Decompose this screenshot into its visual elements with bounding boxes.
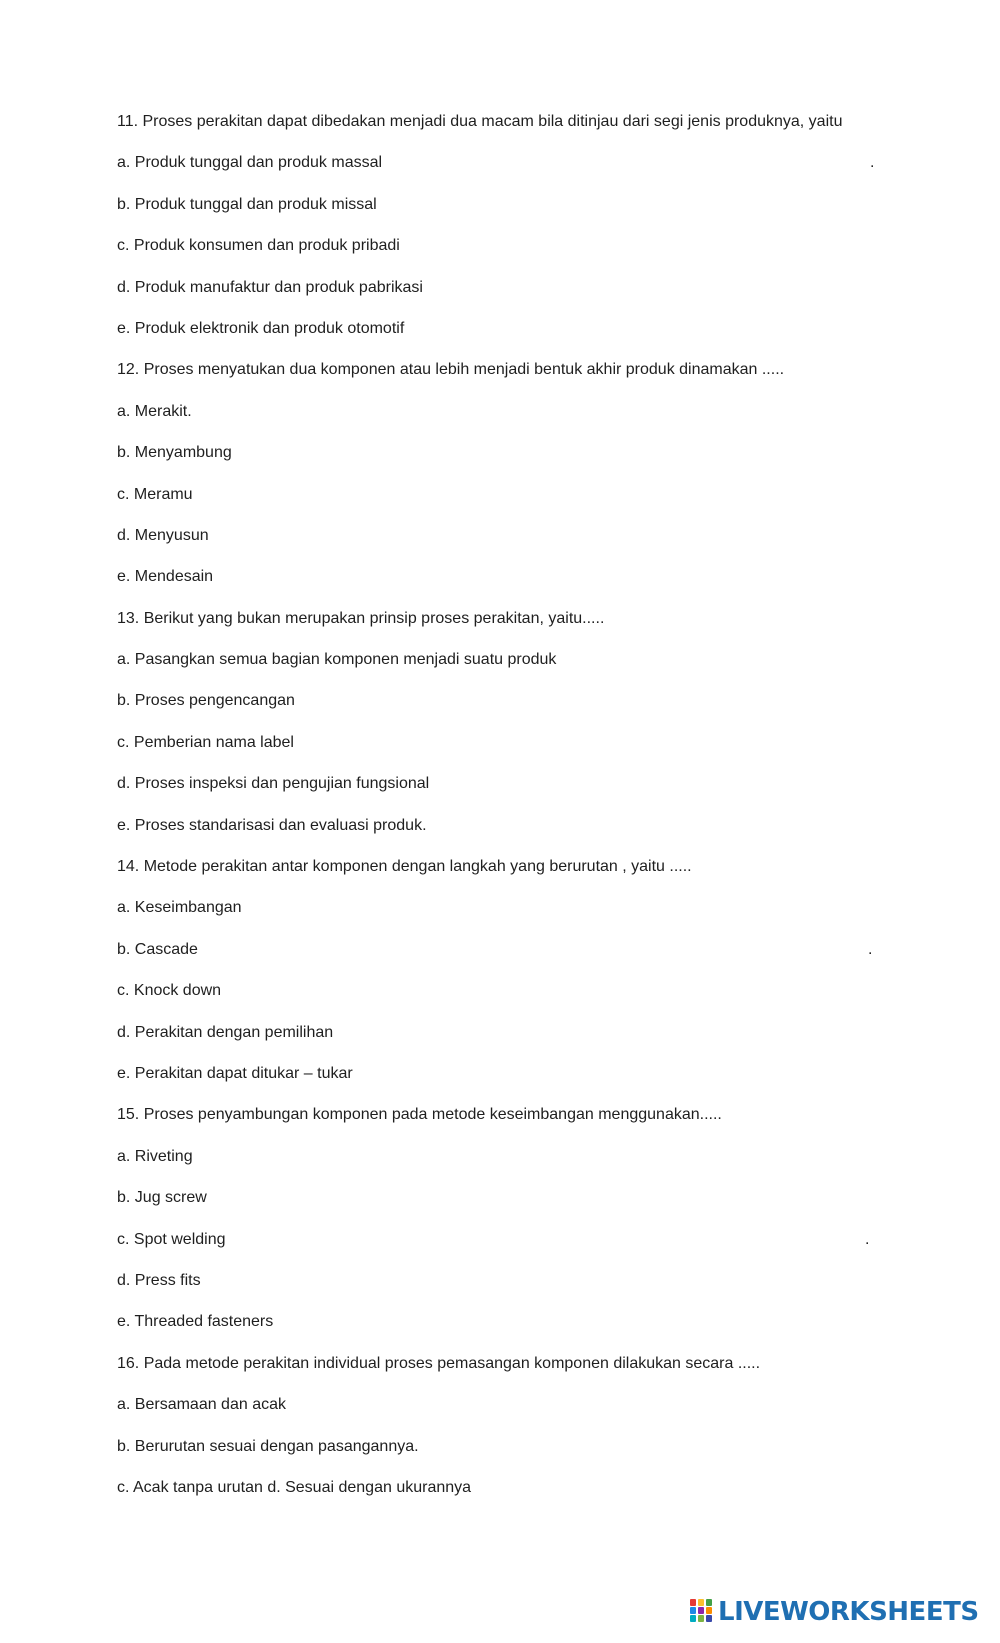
question-13: 13. Berikut yang bukan merupakan prinsip proses perakitan, yaitu..... — [117, 609, 605, 627]
answer-blank-15[interactable]: . — [865, 1230, 870, 1248]
option-12a: a. Merakit. — [117, 402, 192, 420]
worksheet-questions — [117, 110, 877, 1517]
option-11e: e. Produk elektronik dan produk otomotif — [117, 319, 405, 337]
brand-name: LIVEWORKSHEETS — [718, 1597, 979, 1627]
logo-cell — [690, 1615, 696, 1622]
question-11: 11. Proses perakitan dapat dibedakan menjadi dua macam bila ditinjau dari segi jenis produknya, yaitu — [117, 113, 843, 130]
option-16b: b. Berurutan sesuai dengan pasangannya. — [117, 1437, 419, 1455]
option-16cd: c. Acak tanpa urutan d. Sesuai dengan ukurannya — [117, 1478, 472, 1496]
logo-cell — [706, 1599, 712, 1606]
liveworksheets-logo-icon — [690, 1599, 714, 1625]
option-12d: d. Menyusun — [117, 526, 209, 544]
option-11b: b. Produk tunggal dan produk missal — [117, 195, 377, 213]
logo-cell — [706, 1615, 712, 1622]
option-15a: a. Riveting — [117, 1147, 193, 1165]
liveworksheets-brand[interactable] — [690, 1595, 979, 1629]
question-15: 15. Proses penyambungan komponen pada metode keseimbangan menggunakan..... — [117, 1106, 722, 1124]
option-11a: a. Produk tunggal dan produk massal . — [117, 151, 877, 192]
question-12: 12. Proses menyatukan dua komponen atau lebih menjadi bentuk akhir produk dinamakan ..... — [117, 361, 785, 379]
option-13a: a. Pasangkan semua bagian komponen menjadi suatu produk — [117, 651, 557, 669]
option-16a: a. Bersamaan dan acak — [117, 1396, 286, 1414]
logo-cell — [690, 1607, 696, 1614]
answer-blank-14[interactable]: . — [868, 940, 873, 958]
option-14c: c. Knock down — [117, 982, 222, 1000]
option-12b: b. Menyambung — [117, 444, 232, 462]
option-15b: b. Jug screw — [117, 1189, 207, 1207]
question-14: 14. Metode perakitan antar komponen dengan langkah yang berurutan , yaitu ..... — [117, 858, 692, 876]
logo-cell — [698, 1607, 704, 1614]
logo-cell — [706, 1607, 712, 1614]
option-13d: d. Proses inspeksi dan pengujian fungsional — [117, 775, 430, 793]
logo-cell — [690, 1599, 696, 1606]
option-14a: a. Keseimbangan — [117, 899, 242, 917]
option-12e: e. Mendesain — [117, 568, 214, 586]
answer-blank-11[interactable]: . — [870, 154, 875, 172]
option-15c: c. Spot welding . — [117, 1228, 877, 1269]
option-14d: d. Perakitan dengan pemilihan — [117, 1023, 334, 1041]
option-14b: b. Cascade . — [117, 938, 877, 979]
option-14e: e. Perakitan dapat ditukar – tukar — [117, 1064, 353, 1082]
logo-cell — [698, 1615, 704, 1622]
option-12c: c. Meramu — [117, 485, 193, 503]
option-13e: e. Proses standarisasi dan evaluasi produk. — [117, 816, 427, 834]
option-15d: d. Press fits — [117, 1271, 201, 1289]
option-13c: c. Pemberian nama label — [117, 733, 294, 751]
option-15e: e. Threaded fasteners — [117, 1313, 274, 1331]
option-13b: b. Proses pengencangan — [117, 692, 295, 710]
logo-cell — [698, 1599, 704, 1606]
question-16: 16. Pada metode perakitan individual proses pemasangan komponen dilakukan secara ..... — [117, 1354, 761, 1372]
option-11c: c. Produk konsumen dan produk pribadi — [117, 237, 400, 255]
option-11d: d. Produk manufaktur dan produk pabrikasi — [117, 278, 423, 296]
